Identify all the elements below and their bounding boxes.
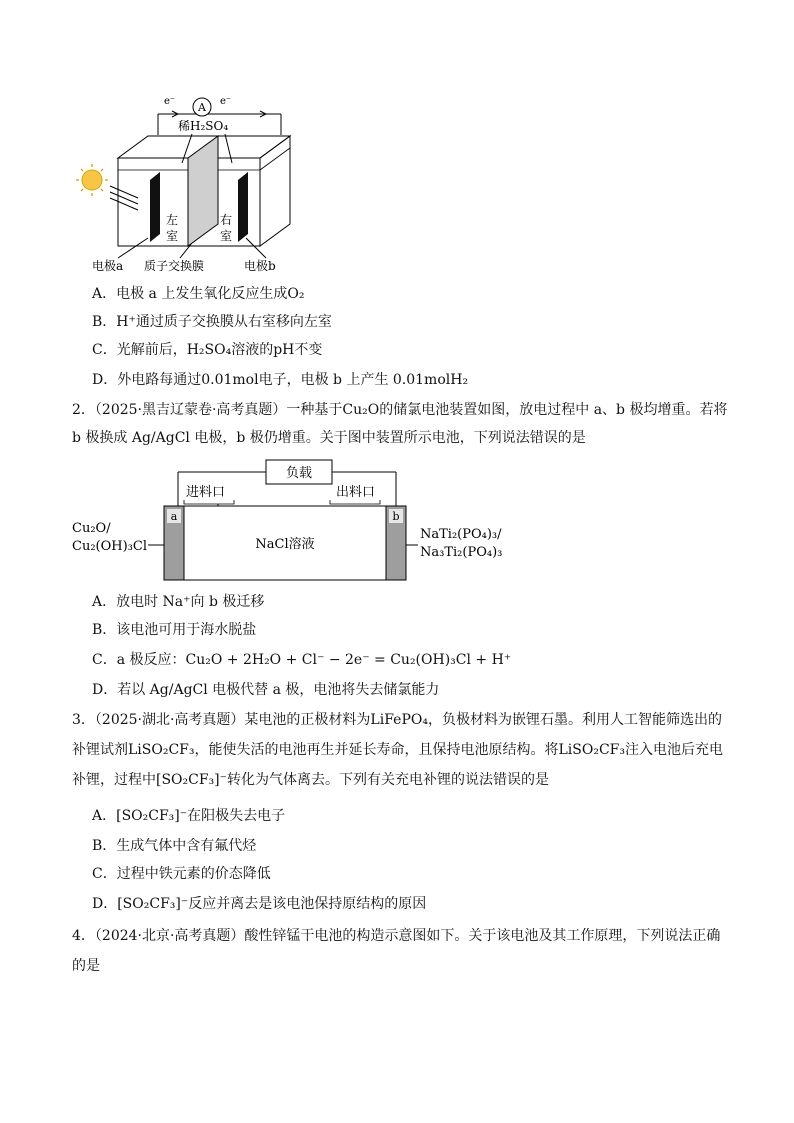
sun-icon — [76, 164, 138, 210]
right-room-label-1: 右 — [220, 213, 233, 227]
load-label: 负载 — [285, 466, 313, 481]
electrode-b-tag: b — [392, 510, 400, 523]
q2-option-c: C．a 极反应：Cu₂O + 2H₂O + Cl⁻ − 2e⁻ = Cu₂(OH)₃Cl + H⁺ — [92, 652, 512, 668]
electron-label-left: e⁻ — [164, 96, 176, 107]
electron-label-right: e⁻ — [220, 96, 232, 107]
q2-option-a: A．放电时 Na⁺向 b 极迁移 — [92, 594, 265, 610]
q3-stem-line-2: 补锂试剂LiSO₂CF₃，能使失活的电池再生并延长寿命，且保持电池原结构。将LiSO₂CF₃注入电池后充电 — [72, 742, 723, 758]
left-room-label-2: 室 — [166, 229, 179, 243]
q3-stem-line-3: 补锂，过程中[SO₂CF₃]⁻转化为气体离去。下列有关充电补锂的说法错误的是 — [72, 772, 550, 788]
left-material-1: Cu₂O/ — [72, 521, 111, 536]
q4-stem-line-1: 4．（2024·北京·高考真题）酸性锌锰干电池的构造示意图如下。关于该电池及其工作原理，下列说法正确 — [72, 928, 721, 944]
q2-stem-line-1: 2．（2025·黑吉辽蒙卷·高考真题）一种基于Cu₂O的储氯电池装置如图，放电过程中 a、b 极均增重。若将 — [72, 402, 728, 418]
q3-option-d: D．[SO₂CF₃]⁻反应并离去是该电池保持原结构的原因 — [92, 896, 427, 912]
left-room-label-1: 左 — [166, 213, 179, 227]
q3-option-b: B．生成气体中含有氟代烃 — [92, 838, 257, 854]
q1-option-b: B．H⁺通过质子交换膜从右室移向左室 — [92, 314, 332, 330]
electrode-a-tag: a — [170, 510, 178, 523]
figure-2-battery-diagram — [68, 456, 548, 586]
solution-label: NaCl溶液 — [255, 537, 315, 552]
right-material-2: Na₃Ti₂(PO₄)₃ — [420, 545, 503, 560]
electrode-a-label: 电极a — [92, 259, 124, 273]
q1-option-c: C．光解前后，H₂SO₄溶液的pH不变 — [92, 342, 323, 358]
inlet-label: 进料口 — [186, 485, 226, 500]
left-material-2: Cu₂(OH)₃Cl — [72, 539, 147, 554]
outlet-label: 出料口 — [336, 485, 376, 500]
right-room-label-2: 室 — [220, 229, 233, 243]
q2-option-b: B．该电池可用于海水脱盐 — [92, 622, 257, 638]
q4-stem-line-2: 的是 — [72, 958, 100, 974]
acid-label: 稀H₂SO₄ — [178, 119, 229, 133]
q3-option-a: A．[SO₂CF₃]⁻在阳极失去电子 — [92, 808, 286, 824]
q1-option-d: D．外电路每通过0.01mol电子，电极 b 上产生 0.01molH₂ — [92, 372, 469, 388]
electrode-b-label: 电极b — [244, 259, 276, 273]
figure-1-cell-diagram — [60, 88, 320, 278]
membrane-label: 质子交换膜 — [144, 259, 205, 273]
q3-option-c: C．过程中铁元素的价态降低 — [92, 866, 271, 882]
q3-stem-line-1: 3．（2025·湖北·高考真题）某电池的正极材料为LiFePO₄，负极材料为嵌锂石墨。利用人工智能筛选出的 — [72, 712, 722, 728]
q1-option-a: A．电极 a 上发生氧化反应生成O₂ — [92, 286, 305, 302]
ammeter-label: A — [198, 101, 206, 114]
q2-stem-line-2: b 极换成 Ag/AgCl 电极，b 极仍增重。关于图中装置所示电池，下列说法错误的是 — [72, 430, 586, 446]
right-material-1: NaTi₂(PO₄)₃/ — [420, 527, 502, 542]
q2-option-d: D．若以 Ag/AgCl 电极代替 a 极，电池将失去储氯能力 — [92, 682, 440, 698]
